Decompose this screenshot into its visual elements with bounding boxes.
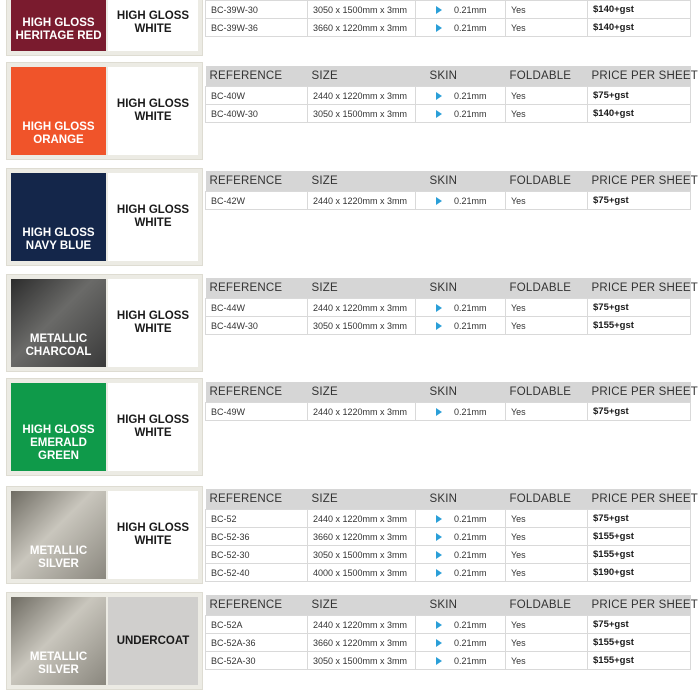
- play-arrow-icon: [436, 551, 442, 559]
- header-size: SIZE: [308, 595, 416, 616]
- play-arrow-icon: [436, 639, 442, 647]
- table-row: [206, 634, 691, 652]
- header-price: PRICE PER SHEET: [588, 66, 691, 87]
- ref-cell: BC-52A-30: [206, 652, 308, 670]
- table-row: [206, 87, 691, 105]
- play-arrow-icon: [436, 569, 442, 577]
- foldable-cell: Yes: [506, 634, 588, 652]
- spec-table: [205, 171, 699, 210]
- swatch-frame: [6, 62, 203, 160]
- size-cell: 3050 x 1500mm x 3mm: [308, 652, 416, 670]
- color-name-line2: SILVER: [38, 558, 79, 570]
- skin-cell: 0.21mm: [416, 192, 506, 210]
- finish-line2: WHITE: [134, 323, 172, 335]
- table-row: [206, 564, 691, 582]
- swatch-frame: [6, 486, 203, 584]
- color-name-line1: HIGH GLOSS: [22, 227, 95, 239]
- size-cell: 3050 x 1500mm x 3mm: [308, 317, 416, 335]
- table-row: [206, 299, 691, 317]
- table-header-row: [206, 382, 691, 403]
- ref-cell: BC-39W-30: [206, 1, 308, 19]
- color-name-line2: HERITAGE RED: [15, 30, 102, 42]
- price-cell: $75+gst: [588, 87, 691, 105]
- price-cell: $155+gst: [588, 528, 691, 546]
- foldable-cell: Yes: [506, 652, 588, 670]
- color-swatch: [11, 279, 106, 367]
- finish-label: [108, 67, 198, 155]
- skin-cell: 0.21mm: [416, 105, 506, 123]
- skin-cell: 0.21mm: [416, 616, 506, 634]
- table-header-row: [206, 278, 691, 299]
- skin-cell: 0.21mm: [416, 1, 506, 19]
- header-reference: REFERENCE: [206, 66, 308, 87]
- play-arrow-icon: [436, 197, 442, 205]
- ref-cell: BC-40W: [206, 87, 308, 105]
- finish-label: [108, 491, 198, 579]
- finish-label: [108, 597, 198, 685]
- header-skin: SKIN: [416, 278, 506, 299]
- color-name-line2: EMERALD GREEN: [30, 437, 87, 462]
- foldable-cell: Yes: [506, 616, 588, 634]
- price-cell: $190+gst: [588, 564, 691, 582]
- header-size: SIZE: [308, 171, 416, 192]
- finish-line1: UNDERCOAT: [116, 634, 190, 647]
- play-arrow-icon: [436, 110, 442, 118]
- color-name-line2: CHARCOAL: [25, 346, 92, 358]
- spec-table: [205, 278, 699, 335]
- finish-label: [108, 383, 198, 471]
- foldable-cell: Yes: [506, 317, 588, 335]
- ref-cell: BC-52A: [206, 616, 308, 634]
- header-reference: REFERENCE: [206, 489, 308, 510]
- header-size: SIZE: [308, 382, 416, 403]
- color-name-line2: ORANGE: [33, 134, 84, 146]
- color-name-line2: SILVER: [38, 664, 79, 676]
- header-foldable: FOLDABLE: [506, 171, 588, 192]
- color-swatch: [11, 0, 106, 51]
- skin-cell: 0.21mm: [416, 299, 506, 317]
- color-name-line1: HIGH GLOSS: [22, 121, 95, 133]
- header-reference: REFERENCE: [206, 595, 308, 616]
- finish-line2: WHITE: [134, 535, 172, 547]
- table-row: [206, 1, 691, 19]
- header-skin: SKIN: [416, 171, 506, 192]
- skin-cell: 0.21mm: [416, 634, 506, 652]
- finish-line1: HIGH GLOSS: [116, 414, 190, 426]
- table-row: [206, 546, 691, 564]
- finish-line2: WHITE: [134, 111, 172, 123]
- foldable-cell: Yes: [506, 105, 588, 123]
- table-row: [206, 19, 691, 37]
- header-price: PRICE PER SHEET: [588, 489, 691, 510]
- header-foldable: FOLDABLE: [506, 489, 588, 510]
- finish-label: [108, 173, 198, 261]
- spec-table: [205, 0, 691, 37]
- foldable-cell: Yes: [506, 299, 588, 317]
- skin-cell: 0.21mm: [416, 546, 506, 564]
- play-arrow-icon: [436, 533, 442, 541]
- table-row: [206, 652, 691, 670]
- size-cell: 2440 x 1220mm x 3mm: [308, 87, 416, 105]
- table-header-row: [206, 489, 691, 510]
- header-size: SIZE: [308, 66, 416, 87]
- ref-cell: BC-52-40: [206, 564, 308, 582]
- play-arrow-icon: [436, 92, 442, 100]
- size-cell: 3660 x 1220mm x 3mm: [308, 634, 416, 652]
- table-row: [206, 616, 691, 634]
- table-row: [206, 317, 691, 335]
- size-cell: 2440 x 1220mm x 3mm: [308, 403, 416, 421]
- ref-cell: BC-49W: [206, 403, 308, 421]
- header-price: PRICE PER SHEET: [588, 278, 691, 299]
- header-foldable: FOLDABLE: [506, 66, 588, 87]
- ref-cell: BC-52: [206, 510, 308, 528]
- swatch-frame: [6, 274, 203, 372]
- price-cell: $75+gst: [588, 510, 691, 528]
- ref-cell: BC-52-30: [206, 546, 308, 564]
- table-row: [206, 528, 691, 546]
- finish-line1: HIGH GLOSS: [116, 522, 190, 534]
- color-swatch: [11, 383, 106, 471]
- price-cell: $75+gst: [588, 403, 691, 421]
- finish-line2: WHITE: [134, 217, 172, 229]
- foldable-cell: Yes: [506, 192, 588, 210]
- header-size: SIZE: [308, 489, 416, 510]
- foldable-cell: Yes: [506, 87, 588, 105]
- skin-cell: 0.21mm: [416, 19, 506, 37]
- swatch-frame: [6, 592, 203, 690]
- header-skin: SKIN: [416, 66, 506, 87]
- header-price: PRICE PER SHEET: [588, 382, 691, 403]
- color-name-line1: HIGH GLOSS: [22, 17, 95, 29]
- color-swatch: [11, 173, 106, 261]
- foldable-cell: Yes: [506, 19, 588, 37]
- ref-cell: BC-52-36: [206, 528, 308, 546]
- skin-cell: 0.21mm: [416, 403, 506, 421]
- ref-cell: BC-42W: [206, 192, 308, 210]
- table-header-row: [206, 595, 691, 616]
- header-foldable: FOLDABLE: [506, 278, 588, 299]
- foldable-cell: Yes: [506, 546, 588, 564]
- color-name-line1: METALLIC: [29, 651, 88, 663]
- color-swatch: [11, 491, 106, 579]
- spec-table: [205, 66, 699, 123]
- finish-line1: HIGH GLOSS: [116, 10, 190, 22]
- skin-cell: 0.21mm: [416, 528, 506, 546]
- color-name-line2: NAVY BLUE: [25, 240, 92, 252]
- table-row: [206, 192, 691, 210]
- price-cell: $155+gst: [588, 546, 691, 564]
- size-cell: 2440 x 1220mm x 3mm: [308, 192, 416, 210]
- header-price: PRICE PER SHEET: [588, 595, 691, 616]
- finish-label: [108, 279, 198, 367]
- play-arrow-icon: [436, 657, 442, 665]
- foldable-cell: Yes: [506, 528, 588, 546]
- spec-table: [205, 595, 699, 670]
- header-skin: SKIN: [416, 489, 506, 510]
- table-row: [206, 510, 691, 528]
- play-arrow-icon: [436, 621, 442, 629]
- finish-line1: HIGH GLOSS: [116, 310, 190, 322]
- finish-line1: HIGH GLOSS: [116, 98, 190, 110]
- skin-cell: 0.21mm: [416, 87, 506, 105]
- header-foldable: FOLDABLE: [506, 595, 588, 616]
- table-header-row: [206, 66, 691, 87]
- finish-line2: WHITE: [134, 23, 172, 35]
- play-arrow-icon: [436, 6, 442, 14]
- price-cell: $155+gst: [588, 634, 691, 652]
- play-arrow-icon: [436, 515, 442, 523]
- header-skin: SKIN: [416, 595, 506, 616]
- ref-cell: BC-44W: [206, 299, 308, 317]
- spec-table: [205, 382, 699, 421]
- skin-cell: 0.21mm: [416, 317, 506, 335]
- swatch-frame: [6, 0, 203, 56]
- header-foldable: FOLDABLE: [506, 382, 588, 403]
- price-cell: $140+gst: [588, 19, 691, 37]
- ref-cell: BC-40W-30: [206, 105, 308, 123]
- size-cell: 3660 x 1220mm x 3mm: [308, 19, 416, 37]
- foldable-cell: Yes: [506, 510, 588, 528]
- play-arrow-icon: [436, 24, 442, 32]
- size-cell: 2440 x 1220mm x 3mm: [308, 616, 416, 634]
- price-cell: $155+gst: [588, 652, 691, 670]
- header-size: SIZE: [308, 278, 416, 299]
- size-cell: 3050 x 1500mm x 3mm: [308, 105, 416, 123]
- table-row: [206, 105, 691, 123]
- price-cell: $75+gst: [588, 299, 691, 317]
- header-reference: REFERENCE: [206, 278, 308, 299]
- finish-line2: WHITE: [134, 427, 172, 439]
- size-cell: 3050 x 1500mm x 3mm: [308, 546, 416, 564]
- header-reference: REFERENCE: [206, 171, 308, 192]
- color-swatch: [11, 67, 106, 155]
- ref-cell: BC-52A-36: [206, 634, 308, 652]
- foldable-cell: Yes: [506, 403, 588, 421]
- ref-cell: BC-44W-30: [206, 317, 308, 335]
- header-reference: REFERENCE: [206, 382, 308, 403]
- size-cell: 2440 x 1220mm x 3mm: [308, 510, 416, 528]
- play-arrow-icon: [436, 304, 442, 312]
- table-header-row: [206, 171, 691, 192]
- ref-cell: BC-39W-36: [206, 19, 308, 37]
- color-name-line1: HIGH GLOSS: [22, 424, 95, 436]
- price-cell: $155+gst: [588, 317, 691, 335]
- size-cell: 2440 x 1220mm x 3mm: [308, 299, 416, 317]
- swatch-frame: [6, 378, 203, 476]
- color-name-line1: METALLIC: [29, 333, 88, 345]
- color-swatch: [11, 597, 106, 685]
- skin-cell: 0.21mm: [416, 564, 506, 582]
- finish-line1: HIGH GLOSS: [116, 204, 190, 216]
- table-row: [206, 403, 691, 421]
- size-cell: 4000 x 1500mm x 3mm: [308, 564, 416, 582]
- finish-label: [108, 0, 198, 51]
- size-cell: 3050 x 1500mm x 3mm: [308, 1, 416, 19]
- size-cell: 3660 x 1220mm x 3mm: [308, 528, 416, 546]
- price-cell: $75+gst: [588, 616, 691, 634]
- spec-table: [205, 489, 699, 582]
- foldable-cell: Yes: [506, 1, 588, 19]
- price-cell: $75+gst: [588, 192, 691, 210]
- header-skin: SKIN: [416, 382, 506, 403]
- price-cell: $140+gst: [588, 105, 691, 123]
- skin-cell: 0.21mm: [416, 510, 506, 528]
- skin-cell: 0.21mm: [416, 652, 506, 670]
- swatch-frame: [6, 168, 203, 266]
- play-arrow-icon: [436, 322, 442, 330]
- play-arrow-icon: [436, 408, 442, 416]
- header-price: PRICE PER SHEET: [588, 171, 691, 192]
- foldable-cell: Yes: [506, 564, 588, 582]
- color-name-line1: METALLIC: [29, 545, 88, 557]
- price-cell: $140+gst: [588, 1, 691, 19]
